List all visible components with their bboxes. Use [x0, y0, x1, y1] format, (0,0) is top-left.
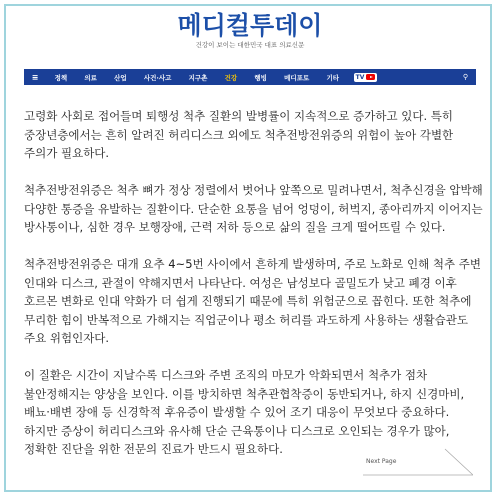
next-page-label: Next Page — [366, 458, 397, 465]
nav-item-event[interactable]: 행빙 — [254, 73, 267, 82]
nav-item-medical[interactable]: 의료 — [84, 73, 97, 82]
nav-item-mediphoto[interactable]: 메디포토 — [284, 73, 310, 82]
youtube-icon — [366, 74, 375, 80]
article-paragraph: 척추전방전위증은 대개 요추 4~5번 사이에서 흔하게 발생하며, 주로 노화로 인해 척추 주변 인대와 디스크, 관절이 약해지면서 나타난다. 여성은 남성보다 골밀도가 낮고 폐경 이후 호르몬 변화로 인대 약화가 더 쉽게 진행되기 때문에 특히 위험군으로 꼽힌다. 또한 척추에 무리한 힘이 반복적으로 가해지는 직업군이나 평소 허리를 과도하게 사용하는 생활습관도 주요 위험인자다. — [24, 257, 481, 345]
tv-button[interactable] — [354, 73, 378, 82]
next-page-button[interactable] — [363, 447, 473, 477]
tv-label: TV — [355, 73, 365, 81]
site-slogan: 건강이 보이는 대한민국 대표 의료신문 — [195, 41, 305, 49]
site-logo[interactable]: 메디컬투데이 — [177, 11, 323, 40]
nav-item-incidents[interactable]: 사건·사고 — [143, 73, 172, 82]
nav-item-policy[interactable]: 정책 — [54, 73, 68, 82]
nav-item-industry[interactable]: 산업 — [114, 73, 127, 82]
main-nav — [24, 69, 476, 85]
article-paragraph: 척추전방전위증은 척추 뼈가 정상 정렬에서 벗어나 앞쪽으로 밀려나면서, 척추신경을 압박해 다양한 통증을 유발하는 질환이다. 단순한 요통을 넘어 엉덩이, 허벅지, 종아리까지 이어지는 방사통이나, 심한 경우 보행장애, 근력 저하 등으로 삶의 질을 크게 떨어뜨릴 수 있다. — [24, 183, 483, 234]
article-paragraph: 이 질환은 시간이 지날수록 디스크와 주변 조직의 마모가 악화되면서 척추가 점차 불안정해지는 양상을 보인다. 이를 방치하면 척추관협착증이 동반되거나, 하지 신경마비, 배뇨·배변 장애 등 신경학적 후유증이 발생할 수 있어 조기 대응이 무엇보다 중요하다. 하지만 증상이 허리디스크와 유사해 단순 근육통이나 디스크로 오인되는 경우가 많아, 정확한 진단을 위한 전문의 진료가 반드시 필요하다. — [24, 368, 465, 456]
nav-item-global[interactable]: 지구촌 — [188, 73, 208, 82]
site-header — [0, 12, 500, 50]
nav-item-etc[interactable]: 기타 — [326, 73, 340, 82]
article-body — [24, 107, 484, 477]
menu-icon[interactable]: ≡ — [31, 72, 39, 82]
article-paragraph: 고령화 사회로 접어들며 퇴행성 척추 질환의 발병률이 지속적으로 증가하고 있다. 특히 중장년층에서는 흔히 알려진 허리디스크 외에도 척추전방전위증의 위험이 높아 각별한 주의가 필요하다. — [24, 109, 454, 160]
nav-item-health[interactable]: 건강 — [224, 73, 238, 82]
search-icon[interactable]: ⚲ — [462, 73, 468, 81]
